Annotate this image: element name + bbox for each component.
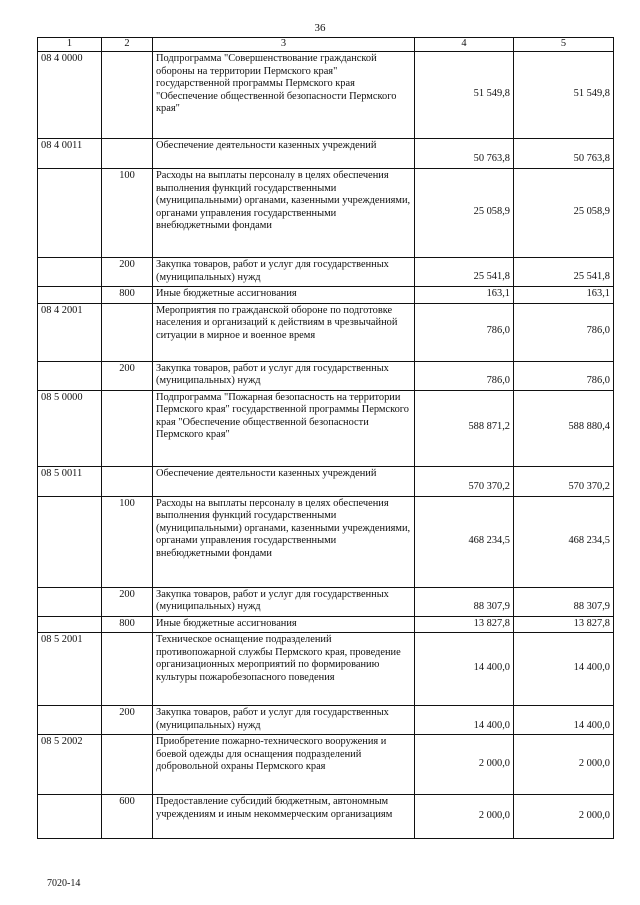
- value-cell-5: 2 000,0: [514, 795, 614, 839]
- code-cell: [38, 496, 102, 587]
- code-cell: [38, 706, 102, 735]
- type-cell: [102, 303, 153, 361]
- type-cell: 200: [102, 706, 153, 735]
- name-cell: Приобретение пожарно-технического вооружения и боевой одежды для оснащения подразделений добровольной охраны Пермского края: [153, 735, 415, 795]
- value-cell-4: 468 234,5: [415, 496, 514, 587]
- type-cell: [102, 466, 153, 496]
- header-cell: 5: [514, 38, 614, 52]
- name-cell: Подпрограмма "Пожарная безопасность на территории Пермского края" государственной программы Пермского края "Обеспечение общественной безопасности Пермского края": [153, 390, 415, 466]
- value-cell-5: 786,0: [514, 303, 614, 361]
- table-row: [38, 795, 614, 839]
- code-cell: [38, 587, 102, 616]
- value-cell-4: 786,0: [415, 303, 514, 361]
- code-cell: [38, 795, 102, 839]
- header-cell: 4: [415, 38, 514, 52]
- table-row: [38, 169, 614, 258]
- type-cell: [102, 633, 153, 706]
- page-number: 36: [314, 22, 326, 34]
- type-cell: 100: [102, 169, 153, 258]
- table-row: [38, 466, 614, 496]
- type-cell: 200: [102, 587, 153, 616]
- table-row: [38, 303, 614, 361]
- type-cell: 800: [102, 287, 153, 304]
- value-cell-4: 588 871,2: [415, 390, 514, 466]
- name-cell: Техническое оснащение подразделений противопожарной службы Пермского края, проведение организационных мероприятий по формированию культуры пожаробезопасного поведения: [153, 633, 415, 706]
- value-cell-4: 14 400,0: [415, 706, 514, 735]
- value-cell-4: 13 827,8: [415, 616, 514, 633]
- name-cell: Расходы на выплаты персоналу в целях обеспечения выполнения функций государственными (муниципальными) органами, казенными учреждениями, органами управления государственными внебюджетными фондами: [153, 496, 415, 587]
- table-row: [38, 616, 614, 633]
- code-cell: 08 5 0011: [38, 466, 102, 496]
- table-row: [38, 390, 614, 466]
- value-cell-4: 2 000,0: [415, 795, 514, 839]
- name-cell: Мероприятия по гражданской обороне по подготовке населения и организаций к действиям в чрезвычайной ситуации в мирное и военное время: [153, 303, 415, 361]
- table-row: [38, 587, 614, 616]
- value-cell-5: 51 549,8: [514, 52, 614, 139]
- type-cell: [102, 139, 153, 169]
- document-code: 7020-14: [47, 878, 81, 889]
- code-cell: [38, 287, 102, 304]
- value-cell-5: 786,0: [514, 361, 614, 390]
- name-cell: Обеспечение деятельности казенных учреждений: [153, 139, 415, 169]
- value-cell-5: 25 541,8: [514, 258, 614, 287]
- type-cell: [102, 390, 153, 466]
- name-cell: Закупка товаров, работ и услуг для государственных (муниципальных) нужд: [153, 258, 415, 287]
- type-cell: 200: [102, 258, 153, 287]
- name-cell: Иные бюджетные ассигнования: [153, 616, 415, 633]
- value-cell-4: 786,0: [415, 361, 514, 390]
- code-cell: 08 4 2001: [38, 303, 102, 361]
- name-cell: Закупка товаров, работ и услуг для государственных (муниципальных) нужд: [153, 706, 415, 735]
- type-cell: 200: [102, 361, 153, 390]
- name-cell: Обеспечение деятельности казенных учреждений: [153, 466, 415, 496]
- name-cell: Предоставление субсидий бюджетным, автономным учреждениям и иным некоммерческим организациям: [153, 795, 415, 839]
- value-cell-4: 51 549,8: [415, 52, 514, 139]
- value-cell-4: 50 763,8: [415, 139, 514, 169]
- table-row: [38, 361, 614, 390]
- code-cell: [38, 361, 102, 390]
- value-cell-5: 25 058,9: [514, 169, 614, 258]
- value-cell-4: 14 400,0: [415, 633, 514, 706]
- type-cell: [102, 52, 153, 139]
- header-cell: 2: [102, 38, 153, 52]
- header-cell: 3: [153, 38, 415, 52]
- value-cell-4: 163,1: [415, 287, 514, 304]
- code-cell: 08 5 2002: [38, 735, 102, 795]
- type-cell: 600: [102, 795, 153, 839]
- value-cell-5: 468 234,5: [514, 496, 614, 587]
- type-cell: 100: [102, 496, 153, 587]
- name-cell: Закупка товаров, работ и услуг для государственных (муниципальных) нужд: [153, 587, 415, 616]
- name-cell: Расходы на выплаты персоналу в целях обеспечения выполнения функций государственными (муниципальными) органами, казенными учреждениями, органами управления государственными внебюджетными фондами: [153, 169, 415, 258]
- table-row: [38, 633, 614, 706]
- value-cell-4: 570 370,2: [415, 466, 514, 496]
- value-cell-5: 14 400,0: [514, 706, 614, 735]
- name-cell: Закупка товаров, работ и услуг для государственных (муниципальных) нужд: [153, 361, 415, 390]
- value-cell-5: 13 827,8: [514, 616, 614, 633]
- value-cell-5: 14 400,0: [514, 633, 614, 706]
- table-row: [38, 735, 614, 795]
- code-cell: [38, 169, 102, 258]
- value-cell-5: 2 000,0: [514, 735, 614, 795]
- table-row: [38, 139, 614, 169]
- value-cell-4: 25 541,8: [415, 258, 514, 287]
- budget-table: [37, 37, 614, 839]
- value-cell-4: 2 000,0: [415, 735, 514, 795]
- table-row: [38, 287, 614, 304]
- code-cell: 08 4 0011: [38, 139, 102, 169]
- table-row: [38, 258, 614, 287]
- code-cell: 08 5 0000: [38, 390, 102, 466]
- table-row: [38, 706, 614, 735]
- name-cell: Подпрограмма "Совершенствование гражданской обороны на территории Пермского края" государственной программы Пермского края "Обеспечение общественной безопасности Пермского края": [153, 52, 415, 139]
- code-cell: [38, 616, 102, 633]
- header-cell: 1: [38, 38, 102, 52]
- value-cell-5: 588 880,4: [514, 390, 614, 466]
- value-cell-4: 88 307,9: [415, 587, 514, 616]
- type-cell: 800: [102, 616, 153, 633]
- value-cell-5: 163,1: [514, 287, 614, 304]
- value-cell-5: 570 370,2: [514, 466, 614, 496]
- value-cell-5: 88 307,9: [514, 587, 614, 616]
- value-cell-4: 25 058,9: [415, 169, 514, 258]
- name-cell: Иные бюджетные ассигнования: [153, 287, 415, 304]
- code-cell: [38, 258, 102, 287]
- table-header-row: [38, 38, 614, 52]
- table-row: [38, 496, 614, 587]
- type-cell: [102, 735, 153, 795]
- value-cell-5: 50 763,8: [514, 139, 614, 169]
- table-row: [38, 52, 614, 139]
- code-cell: 08 5 2001: [38, 633, 102, 706]
- code-cell: 08 4 0000: [38, 52, 102, 139]
